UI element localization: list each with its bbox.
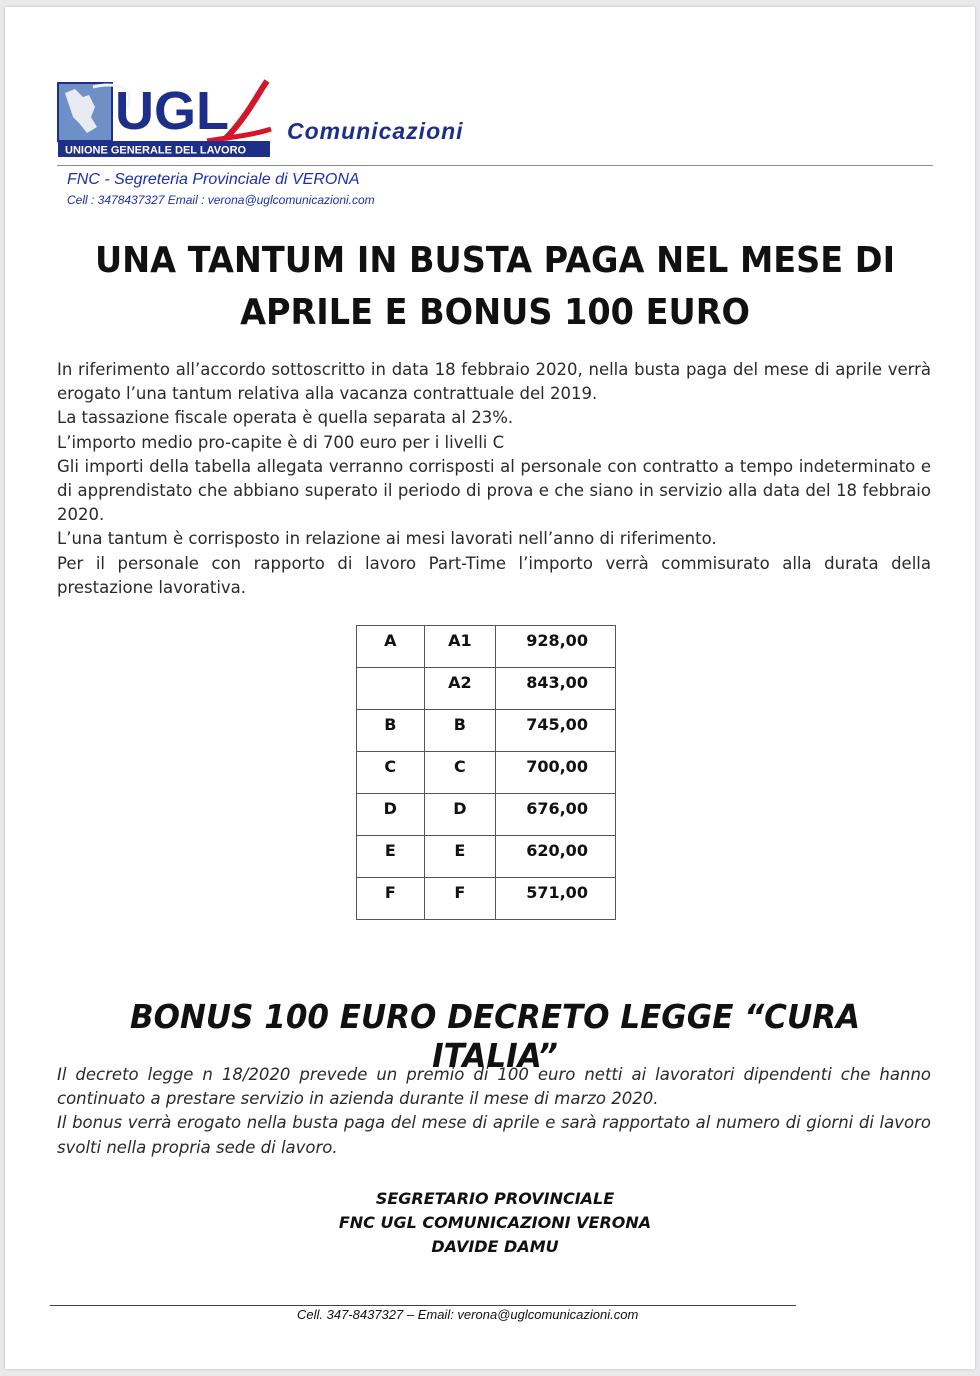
- office-subtitle: FNC - Segreteria Provinciale di VERONA: [67, 171, 360, 188]
- bonus-text: [57, 1063, 931, 1160]
- body-paragraph: In riferimento all’accordo sottoscritto in data 18 febbraio 2020, nella busta paga del mese di aprile verrà erogato l’una tantum relativa alla vacanza contrattuale del 2019.: [57, 360, 931, 404]
- signature-organization: FNC UGL COMUNICAZIONI VERONA: [338, 1213, 652, 1233]
- group-cell: D: [357, 794, 425, 836]
- table-row: [357, 794, 616, 836]
- level-cell: C: [424, 752, 496, 794]
- bonus-title: BONUS 100 EURO DECRETO LEGGE “CURA ITALIA”: [129, 997, 861, 1075]
- group-cell: F: [357, 878, 425, 920]
- headline-line-1: UNA TANTUM IN BUSTA PAGA NEL MESE DI: [94, 240, 896, 281]
- level-cell: D: [424, 794, 496, 836]
- group-cell: [357, 668, 425, 710]
- signature-role: SEGRETARIO PROVINCIALE: [375, 1189, 615, 1208]
- amount-cell: 700,00: [496, 752, 616, 794]
- logo-caption: UNIONE GENERALE DEL LAVORO: [65, 144, 247, 157]
- brand-word: Comunicazioni: [287, 118, 464, 144]
- headline: [77, 235, 914, 339]
- body-paragraph: La tassazione fiscale operata è quella separata al 23%.: [57, 408, 514, 428]
- table-row: [357, 626, 616, 668]
- level-cell: B: [424, 710, 496, 752]
- amount-cell: 571,00: [496, 878, 616, 920]
- level-cell: A2: [424, 668, 496, 710]
- footer-contact: Cell. 347-8437327 – Email: verona@uglcomunicazioni.com: [297, 1307, 639, 1322]
- group-cell: C: [357, 752, 425, 794]
- body-paragraph: L’importo medio pro-capite è di 700 euro per i livelli C: [57, 432, 505, 452]
- amount-cell: 928,00: [496, 626, 616, 668]
- table-row: [357, 752, 616, 794]
- amount-cell: 745,00: [496, 710, 616, 752]
- table-row: [357, 668, 616, 710]
- level-cell: A1: [424, 626, 496, 668]
- bonus-paragraph: Il bonus verrà erogato nella busta paga del mese di aprile e sarà rapportato al numero di giorni di lavoro svolti nella propria sede di lavoro.: [57, 1113, 931, 1157]
- amount-cell: 620,00: [496, 836, 616, 878]
- group-cell: A: [357, 626, 425, 668]
- body-text: [57, 358, 931, 600]
- ugl-logo: [57, 77, 273, 159]
- signature-block: [195, 1187, 795, 1260]
- amount-cell: 676,00: [496, 794, 616, 836]
- table-row: [357, 878, 616, 920]
- table-row: [357, 710, 616, 752]
- headline-line-2: APRILE E BONUS 100 EURO: [240, 292, 750, 333]
- group-cell: E: [357, 836, 425, 878]
- amounts-table: [356, 625, 616, 920]
- body-paragraph: Gli importi della tabella allegata verranno corrisposti al personale con contratto a tempo indeterminato e di apprendistato che abbiano superato il periodo di prova e che siano in servizio alla data del 18 febbraio 2020.: [57, 456, 931, 525]
- header-contact: Cell : 3478437327 Email : verona@uglcomunicazioni.com: [67, 193, 375, 207]
- signature-name: DAVIDE DAMU: [431, 1237, 559, 1257]
- level-cell: E: [424, 836, 496, 878]
- level-cell: F: [424, 878, 496, 920]
- body-paragraph: Per il personale con rapporto di lavoro Part-Time l’importo verrà commisurato alla durata della prestazione lavorativa.: [57, 553, 931, 597]
- amount-cell: 843,00: [496, 668, 616, 710]
- header-divider: [57, 165, 933, 166]
- logo-wordmark: UGL: [115, 81, 229, 141]
- group-cell: B: [357, 710, 425, 752]
- body-paragraph: L’una tantum è corrisposto in relazione ai mesi lavorati nell’anno di riferimento.: [57, 529, 717, 549]
- document-page: [5, 7, 975, 1369]
- table-row: [357, 836, 616, 878]
- bonus-paragraph: Il decreto legge n 18/2020 prevede un premio di 100 euro netti ai lavoratori dipendenti che hanno continuato a prestare servizio in azienda durante il mese di marzo 2020.: [57, 1065, 931, 1109]
- footer-divider: [50, 1305, 796, 1306]
